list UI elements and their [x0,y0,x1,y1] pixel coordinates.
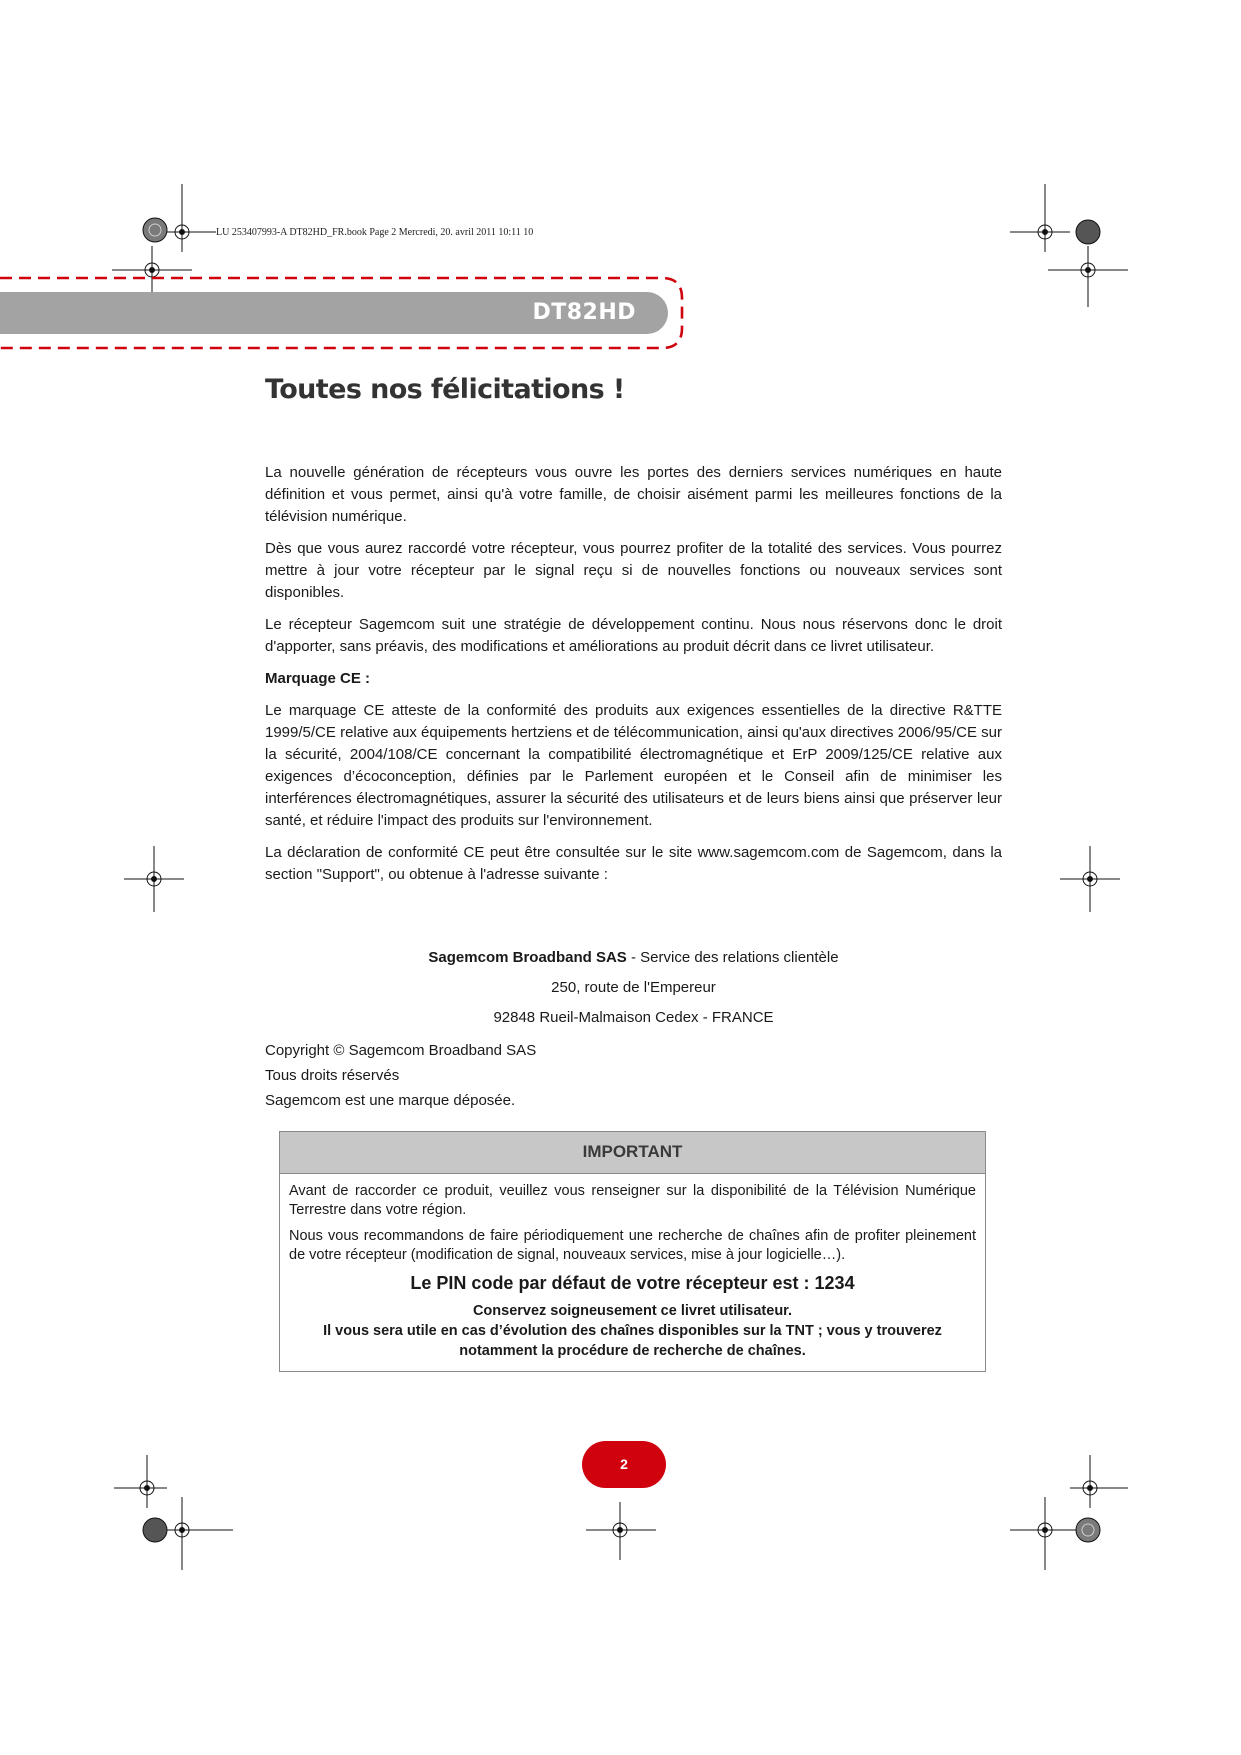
intro-paragraph: La nouvelle génération de récepteurs vous ouvre les portes des derniers services numériques en haute définition et vous permet, ainsi qu'à votre famille, de choisir aisément parmi les meilleures fonctions de la télévision numérique. [265,464,1002,525]
page-title: Toutes nos félicitations ! [265,374,625,405]
page-number: 2 [582,1441,666,1488]
address-street: 250, route de l'Empereur [551,979,716,996]
registration-mark-mid-right [1060,846,1120,912]
address-company-line [265,947,1002,977]
color-target-top-left [143,218,167,242]
company-address [265,947,1002,1037]
company-name: Sagemcom Broadband SAS [428,949,627,966]
important-body [280,1174,985,1371]
registration-mark-bottom-left-upper [114,1455,167,1508]
registration-mark-bottom-center [586,1502,656,1560]
ce-heading: Marquage CE : [265,670,371,687]
color-target-top-right [1076,220,1100,244]
address-city: 92848 Rueil-Malmaison Cedex - FRANCE [493,1009,774,1026]
important-paragraph-1: Avant de raccorder ce produit, veuillez vous renseigner sur la disponibilité de la Télévision Numérique Terrestre dans votre région. [289,1183,976,1218]
trademark-line: Sagemcom est une marque déposée. [265,1092,516,1109]
service-name: - Service des relations clientèle [626,949,839,966]
registration-mark-bottom-right [1010,1497,1085,1570]
important-paragraph-2: Nous vous recommandons de faire périodiquement une recherche de chaînes afin de profiter pleinement de votre récepteur (modification de signal, nouveaux services, mise à jour logicielle…). [289,1228,976,1263]
file-info-line: LU 253407993-A DT82HD_FR.book Page 2 Mercredi, 20. avril 2011 10:11 10 [216,227,534,238]
registration-mark-right-upper [1048,246,1128,307]
color-target-bottom-left [143,1518,167,1542]
color-target-bottom-right [1076,1518,1100,1542]
main-text [265,462,1002,896]
registration-mark-top-left [152,184,216,252]
update-paragraph: Dès que vous aurez raccordé votre récepteur, vous pourrez profiter de la totalité des services. Vous pourrez mettre à jour votre récepteur par le signal reçu si de nouvelles fonctions ou nouveaux services sont disponibles. [265,540,1002,601]
tnt-evolution-line: Il vous sera utile en cas d’évolution des chaînes disponibles sur la TNT ; vous y trouverez notamment la procédure de recherche de chaînes. [323,1323,942,1359]
registration-mark-mid-left [124,846,184,912]
keep-booklet-line: Conservez soigneusement ce livret utilisateur. [472,1303,793,1319]
registration-mark-bottom-right-upper [1070,1455,1128,1508]
copyright-block [265,1038,536,1113]
ce-paragraph: Le marquage CE atteste de la conformité des produits aux exigences essentielles de la directive R&TTE 1999/5/CE relative aux équipements hertziens et de télécommunication, ainsi qu'aux directives 2006/95/CE sur la sécurité, 2004/108/CE concernant la compatibilité électromagnétique et ErP 2009/125/CE relative aux exigences d’écoconception, définies par le Parlement européen et le Conseil afin de minimiser les interférences électromagnétiques, assurer la sécurité des utilisateurs et de leurs biens ainsi que préserver leur santé, et réduire l'impact des produits sur l'environnement. [265,702,1002,829]
important-box [279,1131,986,1372]
development-paragraph: Le récepteur Sagemcom suit une stratégie de développement continu. Nous nous réservons donc le droit d'apporter, sans préavis, des modifications et améliorations au produit décrit dans ce livret utilisateur. [265,616,1002,655]
registration-mark-top-right [1010,184,1070,252]
copyright-line: Copyright © Sagemcom Broadband SAS [265,1042,537,1059]
pin-code-line: Le PIN code par défaut de votre récepteur est : 1234 [410,1273,855,1293]
header-band [0,292,668,334]
model-name: DT82HD [532,300,636,325]
rights-line: Tous droits réservés [265,1067,400,1084]
important-title: IMPORTANT [280,1132,985,1174]
ce-declaration-paragraph: La déclaration de conformité CE peut être consultée sur le site www.sagemcom.com de Sagemcom, dans la section "Support", ou obtenue à l'adresse suivante : [265,844,1002,883]
